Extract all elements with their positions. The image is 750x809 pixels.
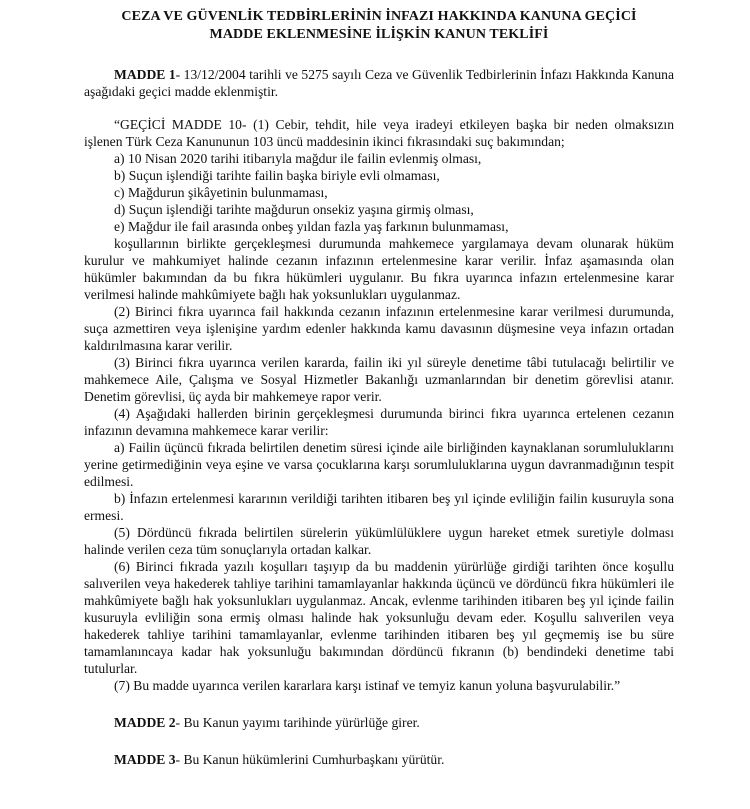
paragraph-4a: a) Failin üçüncü fıkrada belirtilen denetim süresi içinde aile birliğinden kaynaklanan sorumluluklarını yerine getirmediğinin veya eşine ve varsa çocuklarına karşı sorumluluklarına uygun davranmadığının tespit edilmesi. <box>84 440 674 489</box>
paragraph-4b: b) İnfazın ertelenmesi kararının verildiği tarihten itibaren beş yıl içinde evliliğin failin kusuruyla sona ermesi. <box>84 491 674 523</box>
paragraph-4: (4) Aşağıdaki hallerden birinin gerçekleşmesi durumunda birinci fıkra uyarınca ertelenen cezanın infazının devamına mahkemece karar verilir: <box>84 406 674 438</box>
condition-e: e) Mağdur ile fail arasında onbeş yıldan fazla yaş farkının bulunmaması, <box>114 219 509 234</box>
document-title <box>84 8 674 44</box>
article-2-text: - Bu Kanun yayımı tarihinde yürürlüğe girer. <box>175 715 420 730</box>
condition-d: d) Suçun işlendiği tarihte mağdurun onsekiz yaşına girmiş olması, <box>114 202 474 217</box>
paragraph-3: (3) Birinci fıkra uyarınca verilen kararda, failin iki yıl süreyle denetime tâbi tutulacağı belirtilir ve mahkemece Aile, Çalışma ve Sosyal Hizmetler Bakanlığı uzmanlarından bir denetim görevlisi atanır. Denetim görevlisi, üç ayda bir mahkemeye rapor verir. <box>84 355 674 404</box>
article-1-text: - 13/12/2004 tarihli ve 5275 sayılı Ceza ve Güvenlik Tedbirlerinin İnfazı Hakkında Kanuna aşağıdaki geçici madde eklenmiştir. <box>84 67 674 99</box>
title-line-2: MADDE EKLENMESİNE İLİŞKİN KANUN TEKLİFİ <box>209 27 549 42</box>
title-line-1: CEZA VE GÜVENLİK TEDBİRLERİNİN İNFAZI HAKKINDA KANUNA GEÇİCİ <box>121 9 637 24</box>
paragraph-2: (2) Birinci fıkra uyarınca fail hakkında cezanın infazının ertelenmesine karar verilmesi durumunda, suça azmettiren veya işlenişine yardım edenler hakkında kamu davasının düşmesine veya infazın ortadan kaldırılmasına karar verilir. <box>84 304 674 353</box>
paragraph-7: (7) Bu madde uyarınca verilen kararlara karşı istinaf ve temyiz kanun yoluna başvurulabilir.” <box>114 678 621 693</box>
article-1 <box>84 66 674 100</box>
provisional-article-intro: “GEÇİCİ MADDE 10- (1) Cebir, tehdit, hile veya iradeyi etkileyen başka bir neden olmaksızın işlenen Türk Ceza Kanununun 103 üncü maddesinin ikinci fıkrasındaki suç bakımından; <box>84 117 674 149</box>
article-3-label: MADDE 3 <box>114 752 176 767</box>
paragraph-5: (5) Dördüncü fıkrada belirtilen sürelerin yükümlülüklere uygun hareket etmek suretiyle dolması halinde verilen ceza tüm sonuçlarıyla ortadan kalkar. <box>84 525 674 557</box>
article-2 <box>84 714 674 731</box>
condition-b: b) Suçun işlendiği tarihte failin başka biriyle evli olmaması, <box>114 168 440 183</box>
article-2-label: MADDE 2 <box>114 715 176 730</box>
condition-a: a) 10 Nisan 2020 tarihi itibarıyla mağdur ile failin evlenmiş olması, <box>114 151 482 166</box>
condition-c: c) Mağdurun şikâyetinin bulunmaması, <box>114 185 328 200</box>
article-3 <box>84 751 674 768</box>
article-3-text: - Bu Kanun hükümlerini Cumhurbaşkanı yürütür. <box>175 752 445 767</box>
paragraph-6: (6) Birinci fıkrada yazılı koşulları taşıyıp da bu maddenin yürürlüğe girdiği tarihten önce koşullu salıverilen veya hakederek tahliye tarihini tamamlayanlar hakkında üçüncü ve dördüncü fıkra hükümleri ile mahkûmiyete bağlı hak yoksunlukları uygulanmaz. Ancak, evlenme tarihinden itibaren beş yıl içinde failin kusuruyla evliliğin sona ermiş olması halinde hak yoksunluğu devam eder. Koşullu salıverilen veya hakederek tahliye tarihini tamamlayanlar, evlenme tarihinden itibaren beş yıl geçmemiş ise bu süre tamamlanıncaya kadar hak yoksunluğu bakımından dördüncü fıkranın (b) bendindeki denetime tabi tutulurlar. <box>84 559 674 676</box>
paragraph-1-continuation: koşullarının birlikte gerçekleşmesi durumunda mahkemece yargılamaya devam olunarak hüküm kurulur ve mahkumiyet halinde cezanın infazının ertelenmesine karar verilir. İnfaz aşamasında olan hükümler bakımından da bu fıkra hükümleri uygulanır. Bu fıkra uyarınca infazın ertelenmesine karar verilmesi halinde mahkûmiyete bağlı hak yoksunlukları uygulanmaz. <box>84 236 674 302</box>
article-1-label: MADDE 1 <box>114 67 176 82</box>
